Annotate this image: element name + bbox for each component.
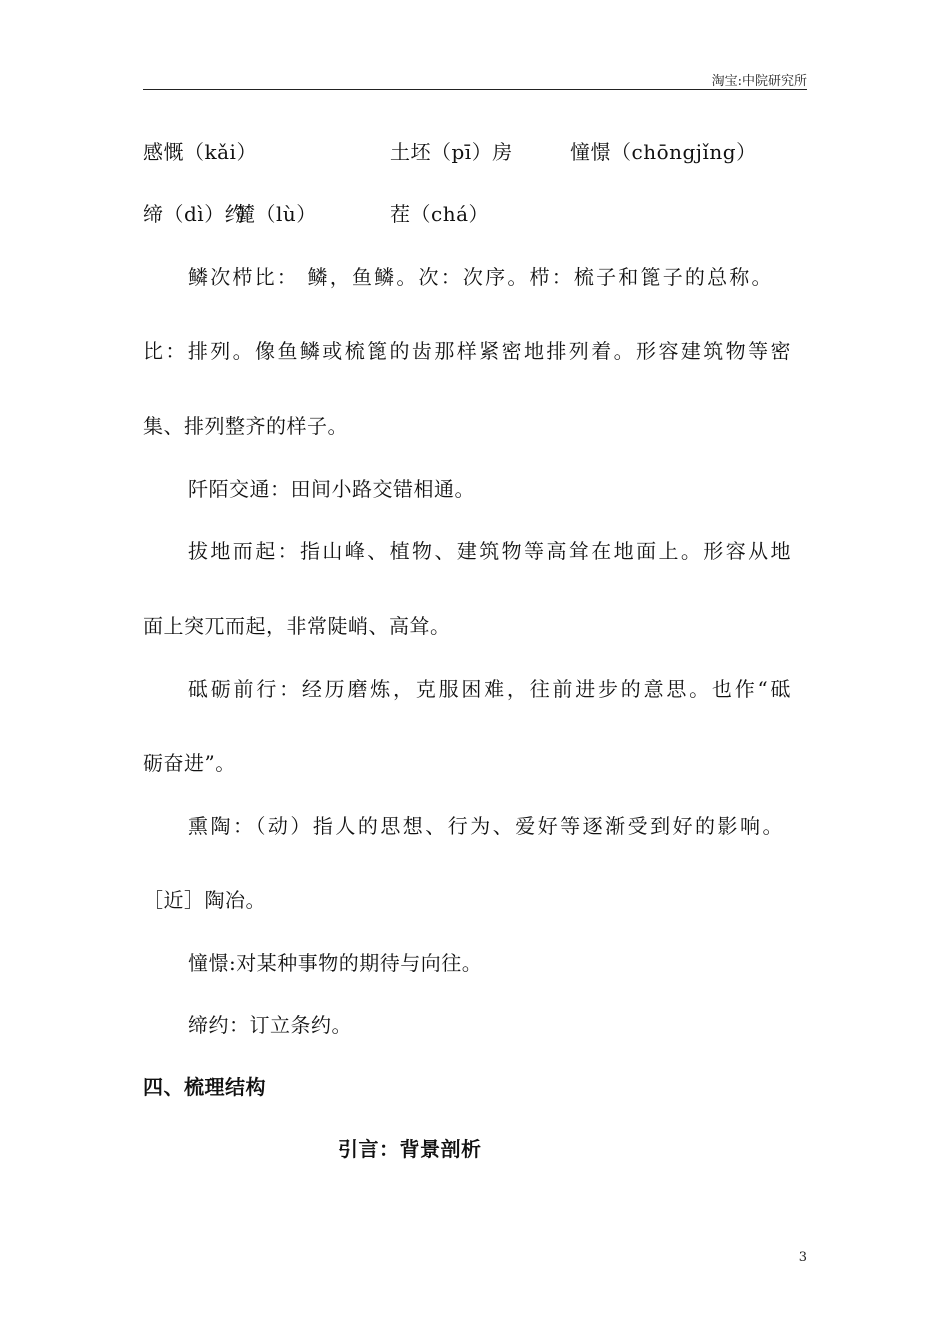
definition-line: 憧憬:对某种事物的期待与向往。	[188, 951, 483, 975]
definition-line: 比：排列。像鱼鳞或梳篦的齿那样紧密地排列着。形容建筑物等密	[143, 339, 791, 363]
section-heading: 四、梳理结构	[143, 1075, 266, 1099]
definition-line: 集、排列整齐的样子。	[143, 414, 348, 438]
vocab-word: 土坯（pī）房	[390, 140, 513, 164]
definition-line: 砺奋进”。	[143, 751, 236, 775]
vocab-word: 憧憬（chōngjǐng）	[570, 140, 757, 164]
vocab-word: 感慨（kǎi）	[143, 140, 257, 164]
definition-line: 拔地而起：指山峰、植物、建筑物等高耸在地面上。形容从地	[188, 539, 791, 563]
definition-line: 鳞次栉比： 鳞，鱼鳞。次：次序。栉：梳子和篦子的总称。	[188, 265, 772, 289]
definition-line: 熏陶：（动）指人的思想、行为、爱好等逐渐受到好的影响。	[188, 814, 783, 838]
definition-line: 阡陌交通：田间小路交错相通。	[188, 477, 475, 501]
page-number: 3	[798, 1250, 807, 1265]
definition-line: 缔约：订立条约。	[188, 1013, 352, 1037]
definition-line: 面上突兀而起，非常陡峭、高耸。	[143, 614, 451, 638]
section-subheading: 引言：背景剖析	[338, 1137, 482, 1161]
header-text: 淘宝:中院研究所	[711, 74, 807, 89]
vocab-word: 缔（dì）约	[143, 202, 246, 226]
vocab-word: 麓（lù）	[235, 202, 317, 226]
definition-line: 砥砺前行：经历磨炼，克服困难，往前进步的意思。也作“砥	[188, 677, 791, 701]
vocab-word: 茬（chá）	[390, 202, 490, 226]
definition-line: ［近］陶冶。	[143, 888, 266, 912]
header-rule	[143, 89, 807, 90]
